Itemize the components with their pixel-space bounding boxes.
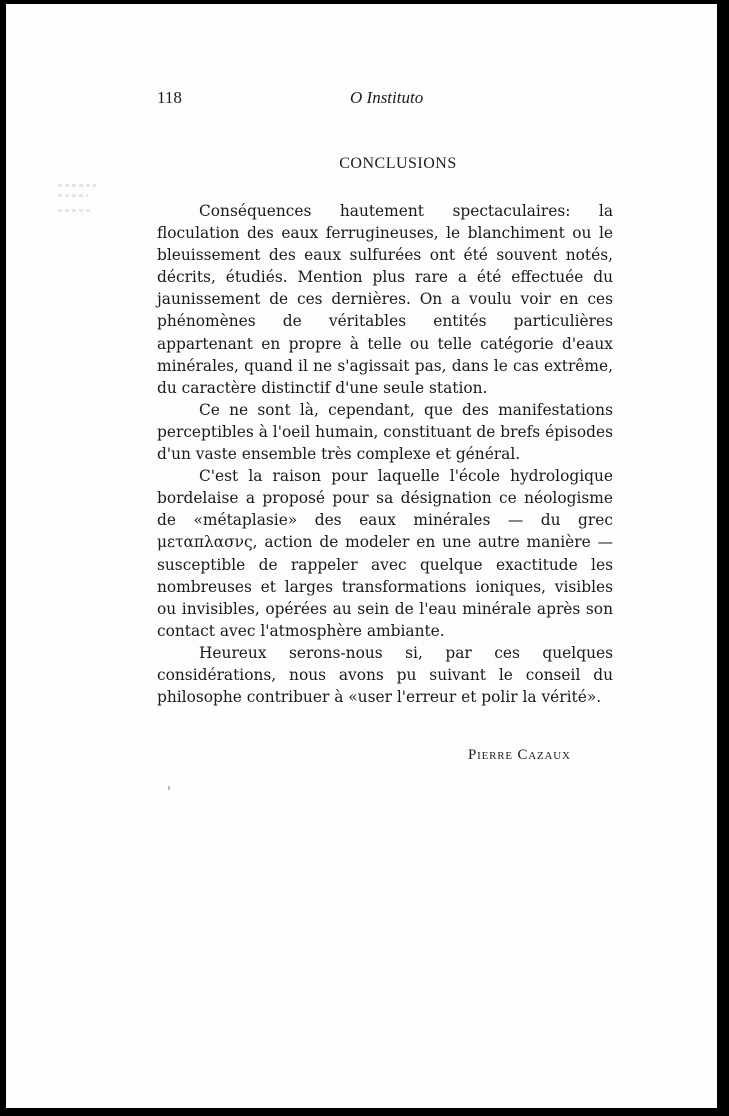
paragraph: Heureux serons-nous si, par ces quelques considérations, nous avons pu suivant le conseil du philosophe contribuer à «user l'erreur et polir la vérité».: [157, 643, 613, 707]
body-text: [157, 200, 613, 708]
author-signature: Pierre Cazaux: [468, 747, 571, 763]
bleed-through-mark: [58, 209, 92, 212]
bleed-through-mark: [58, 184, 96, 187]
paragraph: Ce ne sont là, cependant, que des manifestations perceptibles à l'oeil humain, constituant de brefs épisodes d'un vaste ensemble très complexe et général.: [157, 400, 613, 464]
page-number: 118: [157, 88, 182, 107]
journal-title: O Instituto: [350, 88, 424, 107]
paragraph: Conséquences hautement spectaculaires: la floculation des eaux ferrugineuses, le blanchiment ou le bleuissement des eaux sulfurées ont été souvent notés, décrits, étudiés. Mention plus rare a été effectuée du jaunissement de ces dernières. On a voulu voir en ces phénomènes de véritables entités particulières appartenant en propre à telle ou telle catégorie d'eaux minérales, quand il ne s'agissait pas, dans le cas extrême, du caractère distinctif d'une seule station.: [157, 202, 613, 397]
paragraph: C'est la raison pour laquelle l'école hydrologique bordelaise a proposé pour sa désignation ce néologisme de «métaplasie» des eaux minérales — du grec μεταπλασνς, action de modeler en une autre manière — susceptible de rappeler avec quelque exactitude les nombreuses et larges transformations ioniques, visibles ou invisibles, opérées au sein de l'eau minérale après son contact avec l'atmosphère ambiante.: [157, 467, 613, 640]
running-head: [157, 88, 609, 114]
bleed-through-mark: [58, 194, 88, 197]
margin-speck: [168, 786, 170, 790]
section-title: CONCLUSIONS: [339, 155, 457, 172]
